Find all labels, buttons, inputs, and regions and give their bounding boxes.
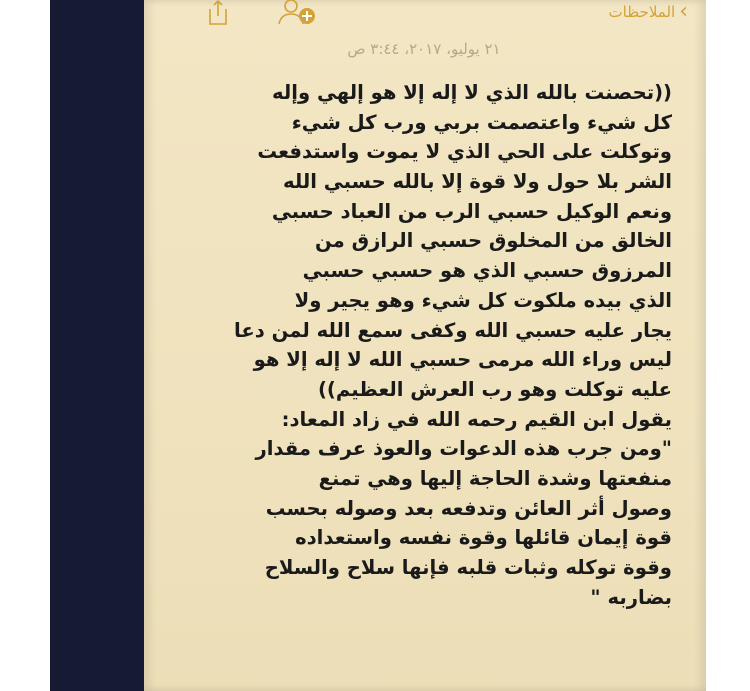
note-line: كل شيء واعتصمت بربي ورب كل شيء [291, 110, 672, 134]
note-line: ((تحصنت بالله الذي لا إله إلا هو إلهي وإله [272, 81, 672, 104]
note-line: الشر بلا حول ولا قوة إلا بالله حسبي الله [283, 170, 672, 194]
note-line: يجار عليه حسبي الله وكفى سمع الله لمن دعا [234, 318, 672, 342]
note-line: وتوكلت على الحي الذي لا يموت واستدفعت [257, 140, 672, 164]
note-paper [144, 0, 706, 691]
note-line: ونعم الوكيل حسبي الرب من العباد حسبي [271, 199, 672, 223]
note-line: يقول ابن القيم رحمه الله في زاد المعاد: [281, 407, 672, 431]
add-person-icon[interactable] [277, 0, 317, 28]
notes-toolbar [144, 0, 706, 30]
note-line: المرزوق حسبي الذي هو حسبي حسبي [302, 259, 672, 283]
note-line: "ومن جرب هذه الدعوات والعوذ عرف مقدار [255, 437, 672, 461]
note-line: بضاربه " [590, 585, 672, 609]
photo-frame [50, 0, 700, 691]
note-body[interactable] [204, 78, 672, 612]
share-icon[interactable] [206, 0, 230, 26]
note-line: وصول أثر العائن وتدفعه بعد وصوله بحسب [265, 496, 672, 520]
chevron-right-icon: › [679, 0, 688, 24]
back-button[interactable] [609, 0, 688, 24]
back-button-label: الملاحظات [608, 3, 676, 21]
note-line: وقوة توكله وثبات قلبه فإنها سلاح والسلاح [264, 556, 672, 579]
note-line: منفعتها وشدة الحاجة إليها وهي تمنع [318, 466, 672, 490]
note-line: قوة إيمان قائلها وقوة نفسه واستعداده [295, 526, 672, 550]
note-line: ليس وراء الله مرمى حسبي الله لا إله إلا هو [253, 348, 672, 372]
note-line: الخالق من المخلوق حسبي الرازق من [315, 229, 672, 253]
note-date: ٢١ يوليو، ٢٠١٧، ٣:٤٤ ص [347, 40, 501, 58]
note-line: الذي بيده ملكوت كل شيء وهو يجير ولا [294, 288, 672, 312]
note-line: عليه توكلت وهو رب العرش العظيم)) [317, 377, 672, 401]
